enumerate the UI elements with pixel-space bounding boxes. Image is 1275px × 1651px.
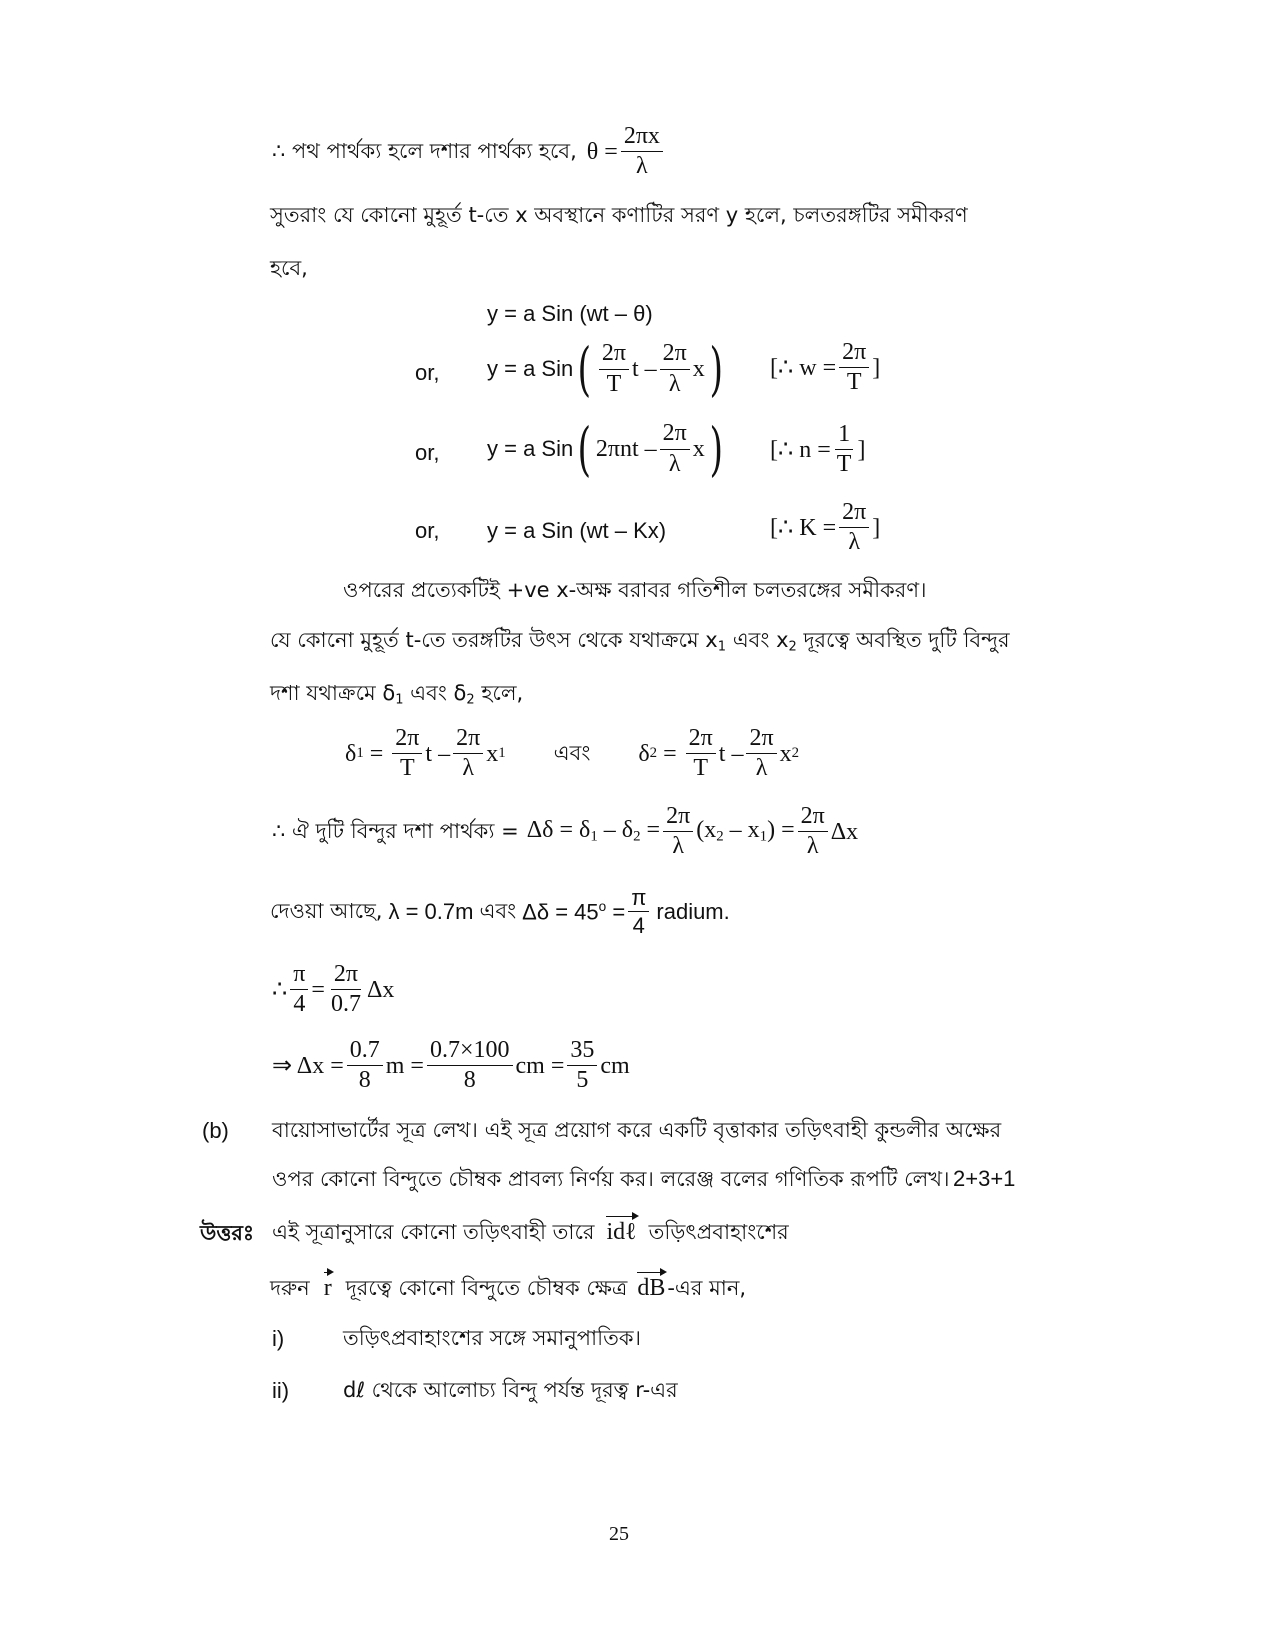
fraction <box>621 124 663 179</box>
term: t – <box>718 740 744 767</box>
numerator: 35 <box>567 1038 597 1066</box>
degree: o <box>598 898 607 914</box>
term: 2πnt – <box>595 436 657 462</box>
term: λ = 0.7m <box>388 898 474 924</box>
subscript: 1 <box>395 692 404 708</box>
text: হলে, <box>474 681 524 705</box>
conjunction: এবং <box>479 899 517 924</box>
numerator: 2π <box>453 726 483 754</box>
equals: = <box>663 740 677 767</box>
equals: = <box>606 899 626 925</box>
text: তড়িৎপ্রবাহাংশের <box>648 1219 789 1244</box>
numerator: 1 <box>835 422 853 450</box>
unit: radium. <box>656 898 730 924</box>
numerator: 2π <box>331 962 361 990</box>
denominator: 4 <box>632 913 645 939</box>
phase-difference-statement <box>272 124 666 179</box>
equation-3 <box>487 415 727 483</box>
denominator: λ <box>462 755 474 782</box>
list-item: তড়িৎপ্রবাহাংশের সঙ্গে সমানুপাতিক। <box>343 1326 642 1350</box>
numerator: 2π <box>839 500 869 528</box>
equation-3-note <box>770 422 865 477</box>
denominator: T <box>606 370 622 397</box>
term: ) = <box>767 817 795 844</box>
subscript: 1 <box>590 829 598 846</box>
list-item-number: i) <box>272 1326 285 1351</box>
text: এবং δ <box>403 681 467 705</box>
paragraph-line <box>270 683 523 706</box>
denominator: λ <box>668 370 681 397</box>
marks: 2+3+1 <box>953 1166 1016 1191</box>
subscript: 1 <box>759 829 768 846</box>
numerator: 2π <box>746 726 776 754</box>
list-item: dℓ থেকে আলোচ্য বিন্দু পর্যন্ত দূরত্ব r-এর <box>343 1378 678 1402</box>
text: -এর মান, <box>667 1275 747 1300</box>
term: x <box>486 740 499 767</box>
numerator: 0.7×100 <box>427 1038 513 1066</box>
subscript: 1 <box>356 745 364 762</box>
text: দশা যথাক্রমে δ <box>270 681 396 705</box>
answer-line <box>270 1276 746 1300</box>
term: x <box>779 740 792 767</box>
question-line: বায়োসাভার্টের সূত্র লেখ। এই সূত্র প্রয়োগ করে একটি বৃত্তাকার তড়িৎবাহী কুন্ডলীর অক্ষের <box>272 1118 1002 1142</box>
subscript: 1 <box>498 745 506 762</box>
term: – x <box>723 817 760 844</box>
equation-1: y = a Sin (wt – θ) <box>487 301 653 326</box>
denominator: T <box>836 451 852 478</box>
delta-symbol: δ <box>345 740 357 767</box>
step-1 <box>272 962 394 1017</box>
subscript: 2 <box>649 745 658 762</box>
left-paren: ( <box>577 335 592 403</box>
term: t – <box>425 740 451 767</box>
term: x <box>692 436 705 462</box>
equals: = <box>369 740 384 767</box>
term: Δx <box>830 818 859 845</box>
denominator: 4 <box>293 991 306 1018</box>
subscript: 2 <box>791 745 800 762</box>
numerator: 2π <box>839 340 869 368</box>
denominator: 5 <box>576 1067 589 1094</box>
subscript: 2 <box>466 692 475 708</box>
field-vector: dB <box>637 1275 666 1301</box>
numerator: π <box>290 962 308 990</box>
subscript: 1 <box>717 639 727 655</box>
right-paren: ) <box>709 335 723 403</box>
numerator: 2π <box>660 421 690 449</box>
denominator: 8 <box>358 1067 371 1094</box>
equation-2 <box>487 335 727 403</box>
term: ⇒ Δx = <box>272 1052 344 1079</box>
denominator: T <box>400 755 415 782</box>
paragraph-line: ওপরের প্রত্যেকটিই +ve x-অক্ষ বরাবর গতিশীল চলতরঙ্গের সমীকরণ। <box>343 578 927 602</box>
term: Δδ = 45 <box>522 899 599 925</box>
note-text: [∴ n = <box>770 436 831 463</box>
equation-4: y = a Sin (wt – Kx) <box>487 518 667 543</box>
or-label: or, <box>415 518 440 543</box>
term: t – <box>631 356 657 382</box>
subscript: 2 <box>788 639 797 655</box>
text: যে কোনো মুহূর্ত t-তে তরঙ্গটির উৎস থেকে যথাক্রমে x <box>270 628 718 652</box>
equation-lhs: y = a Sin <box>487 356 574 381</box>
statement-text: ∴ পথ পার্থক্য হলে দশার পার্থক্য হবে, <box>272 139 577 164</box>
text: এই সূত্রানুসারে কোনো তড়িৎবাহী তারে <box>272 1219 595 1244</box>
therefore-symbol: ∴ <box>272 976 288 1003</box>
unit: cm <box>600 1052 630 1079</box>
answer-line <box>272 1220 789 1244</box>
question-label: (b) <box>202 1118 229 1143</box>
step-2 <box>272 1038 630 1093</box>
or-label: or, <box>415 360 440 385</box>
numerator: 2π <box>663 804 693 832</box>
term: = <box>640 817 661 844</box>
equation-4-note <box>770 500 880 555</box>
theta-lhs: θ = <box>586 138 618 165</box>
or-label: or, <box>415 440 440 465</box>
note-bracket: ] <box>872 354 881 381</box>
denominator: T <box>693 755 709 782</box>
text: দূরত্বে কোনো বিন্দুতে চৌম্বক ক্ষেত্র <box>345 1275 628 1300</box>
term: Δx <box>366 976 395 1003</box>
unit: m = <box>385 1052 424 1079</box>
text: এবং x <box>726 628 789 652</box>
numerator: 2π <box>798 804 828 832</box>
note-bracket: ] <box>872 514 881 541</box>
phase-difference-equation <box>272 804 858 859</box>
denominator: λ <box>806 833 819 860</box>
term: Δδ = δ <box>526 817 591 844</box>
denominator: λ <box>668 450 681 477</box>
denominator: λ <box>636 153 648 180</box>
denominator: 8 <box>463 1067 476 1094</box>
position-vector: r <box>323 1275 332 1301</box>
text: দূরত্বে অবস্থিত দুটি বিন্দুর <box>796 628 1010 652</box>
numerator: 2π <box>660 341 690 369</box>
equals: = <box>311 976 325 1003</box>
text: দেওয়া আছে, <box>270 899 383 924</box>
numerator: 2π <box>392 726 422 754</box>
denominator: T <box>846 369 862 396</box>
text: দরুন <box>270 1275 310 1300</box>
note-text: [∴ K = <box>770 514 837 541</box>
denominator: λ <box>672 833 684 860</box>
paragraph-line: সুতরাং যে কোনো মুহূর্ত t-তে x অবস্থানে কণাটির সরণ y হলে, চলতরঙ্গটির সমীকরণ <box>270 203 968 227</box>
numerator: 2π <box>599 341 629 369</box>
numerator: 2πx <box>621 124 663 152</box>
note-bracket: ] <box>857 436 866 463</box>
term: – δ <box>597 817 634 844</box>
numerator: 2π <box>686 726 716 754</box>
numerator: π <box>628 886 649 912</box>
answer-label: উত্তরঃ <box>200 1221 255 1245</box>
paragraph-line <box>270 630 1010 653</box>
current-element-vector: idℓ <box>606 1219 637 1245</box>
list-item-number: ii) <box>272 1378 290 1403</box>
subscript: 2 <box>633 829 641 846</box>
term: (x <box>696 817 717 844</box>
equation-lhs: y = a Sin <box>487 436 574 461</box>
equation-2-note <box>770 340 880 395</box>
denominator: 0.7 <box>330 991 361 1018</box>
delta-equations <box>345 726 799 781</box>
page-number: 25 <box>609 1523 629 1545</box>
text: ∴ ঐ দুটি বিন্দুর দশা পার্থক্য = <box>272 819 519 844</box>
conjunction: এবং <box>553 741 591 766</box>
question-line: ওপর কোনো বিন্দুতে চৌম্বক প্রাবল্য নির্ণয় কর। লরেঞ্জ বলের গণিতিক রূপটি লেখ। <box>272 1167 950 1191</box>
subscript: 2 <box>716 829 724 846</box>
right-paren: ) <box>709 415 723 483</box>
left-paren: ( <box>577 415 592 483</box>
given-values <box>270 886 730 937</box>
delta-symbol: δ <box>638 740 650 767</box>
unit: cm = <box>515 1052 565 1079</box>
term: x <box>692 356 705 382</box>
denominator: λ <box>848 529 861 556</box>
note-text: [∴ w = <box>770 354 837 381</box>
numerator: 0.7 <box>347 1038 383 1066</box>
paragraph-line: হবে, <box>270 256 308 280</box>
denominator: λ <box>755 755 768 782</box>
